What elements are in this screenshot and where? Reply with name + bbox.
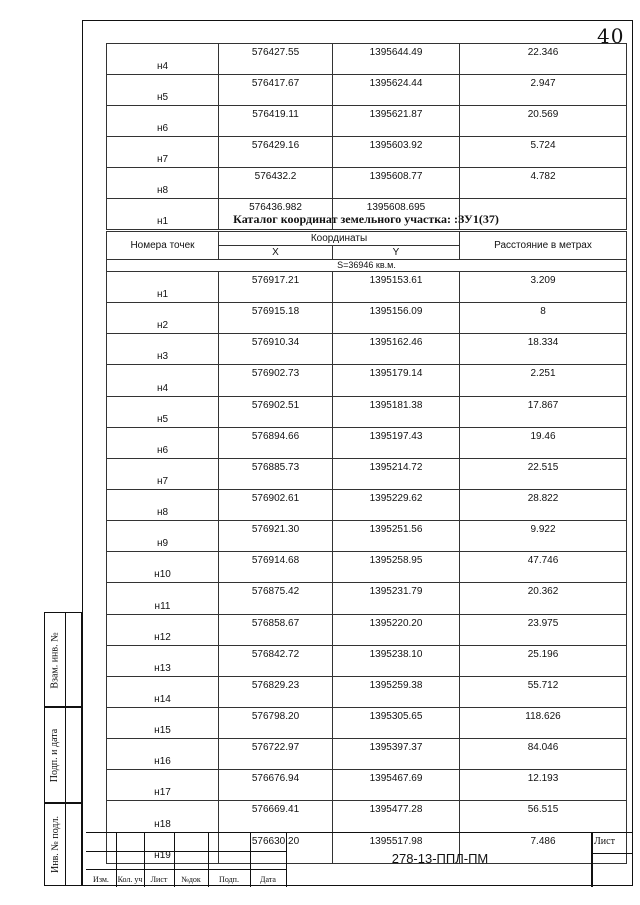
- y-cell: 1395162.46: [333, 334, 460, 365]
- distance-cell: 2.947: [460, 75, 627, 106]
- table-row: [107, 427, 627, 458]
- side-stamp-vzam: [44, 612, 82, 708]
- x-cell: 576902.51: [219, 396, 333, 427]
- previous-coordinates-table: [106, 43, 627, 230]
- header-coordinates: Координаты: [219, 232, 460, 246]
- side-label-inv: Инв. № подл.: [49, 815, 61, 873]
- point-cell: н1: [107, 272, 219, 303]
- distance-cell: 55.712: [460, 676, 627, 707]
- point-cell: н6: [107, 427, 219, 458]
- x-cell: 576630.20: [219, 832, 333, 863]
- y-cell: 1395644.49: [333, 44, 460, 75]
- point-cell: н17: [107, 770, 219, 801]
- x-cell: 576419.11: [219, 106, 333, 137]
- table-row: [107, 583, 627, 614]
- x-cell: 576417.67: [219, 75, 333, 106]
- y-cell: 1395251.56: [333, 521, 460, 552]
- side-label-podp: Подп. и дата: [49, 728, 61, 782]
- point-cell: н13: [107, 645, 219, 676]
- distance-cell: 18.334: [460, 334, 627, 365]
- x-cell: 576436.982: [219, 199, 333, 230]
- distance-cell: 23.975: [460, 614, 627, 645]
- y-cell: 1395179.14: [333, 365, 460, 396]
- table-row: [107, 676, 627, 707]
- x-cell: 576842.72: [219, 645, 333, 676]
- point-cell: н9: [107, 521, 219, 552]
- header-points: Номера точек: [107, 232, 219, 260]
- distance-cell: 3.209: [460, 272, 627, 303]
- table-row: [107, 303, 627, 334]
- y-cell: 1395305.65: [333, 707, 460, 738]
- x-cell: 576875.42: [219, 583, 333, 614]
- table-row: [107, 396, 627, 427]
- table-row: [107, 521, 627, 552]
- area-value: S=36946 кв.м.: [107, 260, 627, 272]
- table-row: [107, 645, 627, 676]
- table-row: [107, 168, 627, 199]
- point-cell: н2: [107, 303, 219, 334]
- x-cell: 576829.23: [219, 676, 333, 707]
- table-row: [107, 365, 627, 396]
- y-cell: 1395608.77: [333, 168, 460, 199]
- x-cell: 576902.61: [219, 489, 333, 520]
- x-cell: 576894.66: [219, 427, 333, 458]
- table-row: [107, 106, 627, 137]
- table-row: [107, 552, 627, 583]
- catalog-table: [106, 231, 627, 864]
- point-cell: н7: [107, 137, 219, 168]
- point-cell: н11: [107, 583, 219, 614]
- x-cell: 576432.2: [219, 168, 333, 199]
- table-row: [107, 801, 627, 832]
- table-row: [107, 739, 627, 770]
- x-cell: 576910.34: [219, 334, 333, 365]
- distance-cell: 84.046: [460, 739, 627, 770]
- point-cell: н12: [107, 614, 219, 645]
- distance-cell: 20.569: [460, 106, 627, 137]
- y-cell: 1395156.09: [333, 303, 460, 334]
- y-cell: 1395181.38: [333, 396, 460, 427]
- y-cell: 1395477.28: [333, 801, 460, 832]
- y-cell: 1395621.87: [333, 106, 460, 137]
- x-cell: 576669.41: [219, 801, 333, 832]
- tb-ndok: №док: [181, 875, 201, 884]
- header-distance: Расстояние в метрах: [460, 232, 627, 260]
- point-cell: н5: [107, 75, 219, 106]
- x-cell: 576676.94: [219, 770, 333, 801]
- point-cell: н8: [107, 489, 219, 520]
- header-x: X: [219, 246, 333, 260]
- sheet-number: 40: [597, 24, 625, 48]
- point-cell: н16: [107, 739, 219, 770]
- point-cell: н3: [107, 334, 219, 365]
- x-cell: 576429.16: [219, 137, 333, 168]
- point-cell: н8: [107, 168, 219, 199]
- distance-cell: 47.746: [460, 552, 627, 583]
- tb-list: Лист: [150, 875, 168, 884]
- distance-cell: 8: [460, 303, 627, 334]
- table-row: [107, 614, 627, 645]
- y-cell: 1395220.20: [333, 614, 460, 645]
- point-cell: н10: [107, 552, 219, 583]
- x-cell: 576915.18: [219, 303, 333, 334]
- x-cell: 576902.73: [219, 365, 333, 396]
- point-cell: н7: [107, 458, 219, 489]
- point-cell: н15: [107, 707, 219, 738]
- point-cell: н4: [107, 365, 219, 396]
- tb-kol: Кол. уч: [117, 875, 143, 884]
- y-cell: 1395467.69: [333, 770, 460, 801]
- sheet-label: Лист: [594, 836, 615, 847]
- distance-cell: 56.515: [460, 801, 627, 832]
- y-cell: 1395238.10: [333, 645, 460, 676]
- table-row: [107, 272, 627, 303]
- y-cell: 1395153.61: [333, 272, 460, 303]
- y-cell: 1395258.95: [333, 552, 460, 583]
- y-cell: 1395231.79: [333, 583, 460, 614]
- y-cell: 1395259.38: [333, 676, 460, 707]
- x-cell: 576885.73: [219, 458, 333, 489]
- point-cell: н1: [107, 199, 219, 230]
- catalog-title: Каталог координат земельного участка: :ЗУ1(37): [233, 212, 499, 226]
- x-cell: 576722.97: [219, 739, 333, 770]
- distance-cell: 4.782: [460, 168, 627, 199]
- tb-podp: Подп.: [219, 875, 239, 884]
- y-cell: 1395229.62: [333, 489, 460, 520]
- side-label-vzam: Взам. инв. №: [49, 631, 61, 689]
- side-stamp-inv: [44, 802, 82, 886]
- distance-cell: 17.867: [460, 396, 627, 427]
- table-row: [107, 44, 627, 75]
- x-cell: 576914.68: [219, 552, 333, 583]
- distance-cell: 28.822: [460, 489, 627, 520]
- tb-izm: Изм.: [93, 875, 109, 884]
- table-row: [107, 458, 627, 489]
- distance-cell: 22.515: [460, 458, 627, 489]
- document-code: 278-13-ППЛ-ПМ: [391, 851, 489, 866]
- x-cell: 576921.30: [219, 521, 333, 552]
- table-row: [107, 489, 627, 520]
- table-row: [107, 707, 627, 738]
- y-cell: 1395517.98: [333, 832, 460, 863]
- x-cell: 576917.21: [219, 272, 333, 303]
- distance-cell: 12.193: [460, 770, 627, 801]
- table-row: [107, 137, 627, 168]
- point-cell: н5: [107, 396, 219, 427]
- distance-cell: 25.196: [460, 645, 627, 676]
- tb-data: Дата: [260, 875, 276, 884]
- distance-cell: 118.626: [460, 707, 627, 738]
- distance-cell: 7.486: [460, 832, 627, 863]
- distance-cell: 22.346: [460, 44, 627, 75]
- distance-cell: 19.46: [460, 427, 627, 458]
- point-cell: н4: [107, 44, 219, 75]
- table-row: [107, 334, 627, 365]
- distance-cell: 20.362: [460, 583, 627, 614]
- point-cell: н6: [107, 106, 219, 137]
- x-cell: 576798.20: [219, 707, 333, 738]
- distance-cell: 5.724: [460, 137, 627, 168]
- y-cell: 1395603.92: [333, 137, 460, 168]
- side-stamp-podp: [44, 706, 82, 804]
- point-cell: н14: [107, 676, 219, 707]
- y-cell: 1395214.72: [333, 458, 460, 489]
- table-row: [107, 770, 627, 801]
- distance-cell: 2.251: [460, 365, 627, 396]
- x-cell: 576858.67: [219, 614, 333, 645]
- y-cell: 1395608.695: [333, 199, 460, 230]
- point-cell: н18: [107, 801, 219, 832]
- table-row: [107, 75, 627, 106]
- distance-cell: 9.922: [460, 521, 627, 552]
- y-cell: 1395397.37: [333, 739, 460, 770]
- y-cell: 1395624.44: [333, 75, 460, 106]
- y-cell: 1395197.43: [333, 427, 460, 458]
- header-y: Y: [333, 246, 460, 260]
- point-cell: н19: [107, 832, 219, 863]
- x-cell: 576427.55: [219, 44, 333, 75]
